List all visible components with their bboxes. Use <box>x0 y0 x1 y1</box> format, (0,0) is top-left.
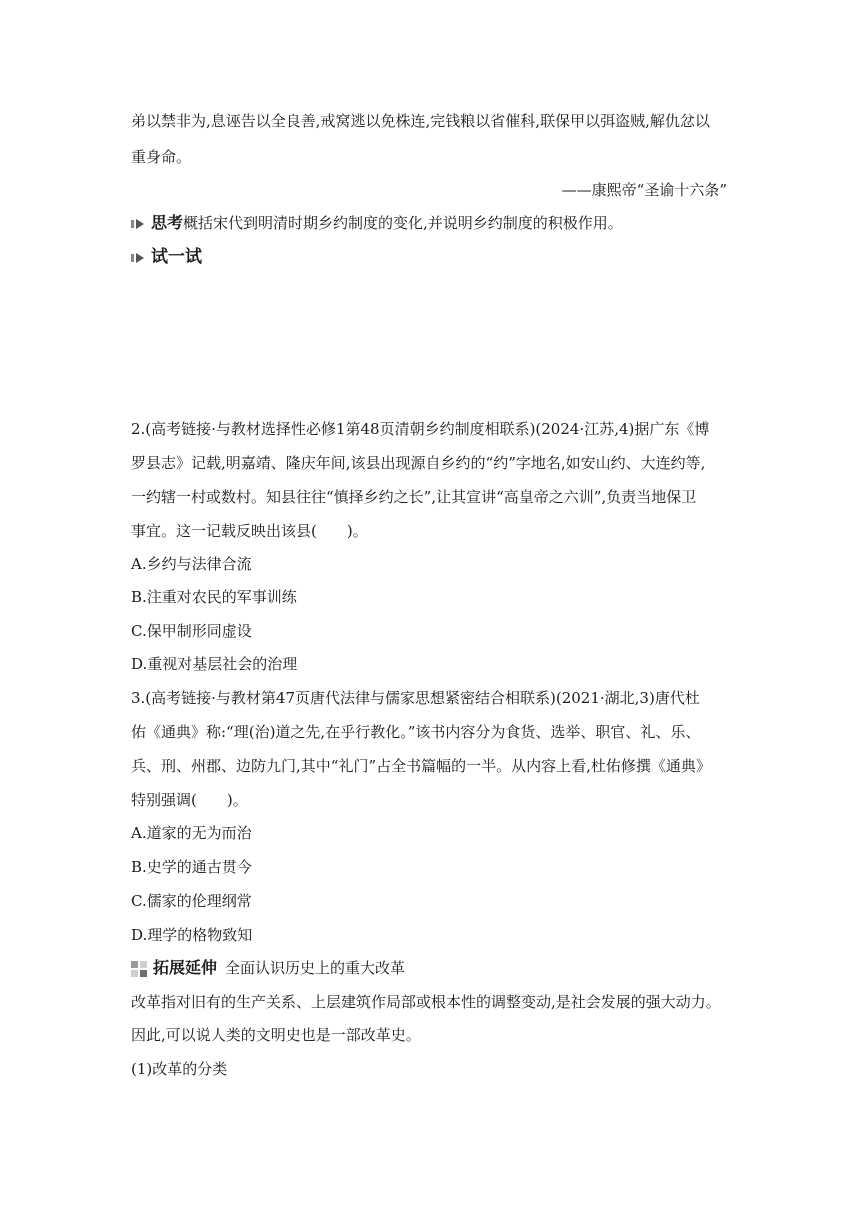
q3-line-3: 兵、刑、州郡、边防九门,其中“礼门”占全书篇幅的一半。从内容上看,杜佑修撰《通典》 <box>131 757 711 775</box>
triangle-marker-icon <box>131 218 145 230</box>
extension-label: 拓展延伸 <box>153 958 218 977</box>
extension-header <box>131 957 731 979</box>
q3-option-c: C.儒家的伦理纲常 <box>131 892 252 910</box>
q2-line-1: 2.(高考链接·与教材选择性必修1第48页清朝乡约制度相联系)(2024·江苏,4)据广东《博 <box>131 420 710 438</box>
q2-line-2: 罗县志》记载,明嘉靖、隆庆年间,该县出现源自乡约的“约”字地名,如安山约、大连约等, <box>131 454 706 472</box>
think-row <box>131 212 731 234</box>
q3-option-b: B.史学的通古贯今 <box>131 858 252 876</box>
think-label: 思考 <box>151 213 184 232</box>
q2-option-b: B.注重对农民的军事训练 <box>131 588 297 606</box>
q2-line-4: 事宜。这一记载反映出该县( )。 <box>131 522 368 540</box>
q2-option-a: A.乡约与法律合流 <box>131 555 252 573</box>
q3-option-d: D.理学的格物致知 <box>131 926 253 944</box>
q3-line-2: 佑《通典》称:“理(治)道之先,在乎行教化。”该书内容分为食货、选举、职官、礼、乐、 <box>131 723 701 741</box>
intro-line-1: 弟以禁非为,息诬告以全良善,戒窝逃以免株连,完钱粮以省催科,联保甲以弭盗贼,解仇忿以 <box>131 112 710 130</box>
extension-para-1: 改革指对旧有的生产关系、上层建筑作局部或根本性的调整变动,是社会发展的强大动力。 <box>131 993 721 1011</box>
extension-item-1: (1)改革的分类 <box>131 1060 228 1078</box>
extension-subtitle: 全面认识历史上的重大改革 <box>225 959 406 977</box>
try-row <box>131 246 731 268</box>
q2-line-3: 一约辖一村或数村。知县往往“慎择乡约之长”,让其宣讲“高皇帝之六训”,负责当地保卫 <box>131 488 697 506</box>
q3-line-4: 特别强调( )。 <box>131 791 248 809</box>
grid-blocks-icon <box>131 961 147 977</box>
q2-option-c: C.保甲制形同虚设 <box>131 622 252 640</box>
think-text: 概括宋代到明清时期乡约制度的变化,并说明乡约制度的积极作用。 <box>183 214 623 232</box>
q3-option-a: A.道家的无为而治 <box>131 824 252 842</box>
q2-option-d: D.重视对基层社会的治理 <box>131 655 298 673</box>
extension-para-2: 因此,可以说人类的文明史也是一部改革史。 <box>131 1026 421 1044</box>
intro-line-2: 重身命。 <box>131 148 192 166</box>
try-label: 试一试 <box>151 247 202 267</box>
q3-line-1: 3.(高考链接·与教材第47页唐代法律与儒家思想紧密结合相联系)(2021·湖北,3)唐代杜 <box>131 689 700 707</box>
triangle-marker-icon <box>131 252 145 264</box>
intro-attribution: ——康熙帝“圣谕十六条” <box>561 181 727 199</box>
